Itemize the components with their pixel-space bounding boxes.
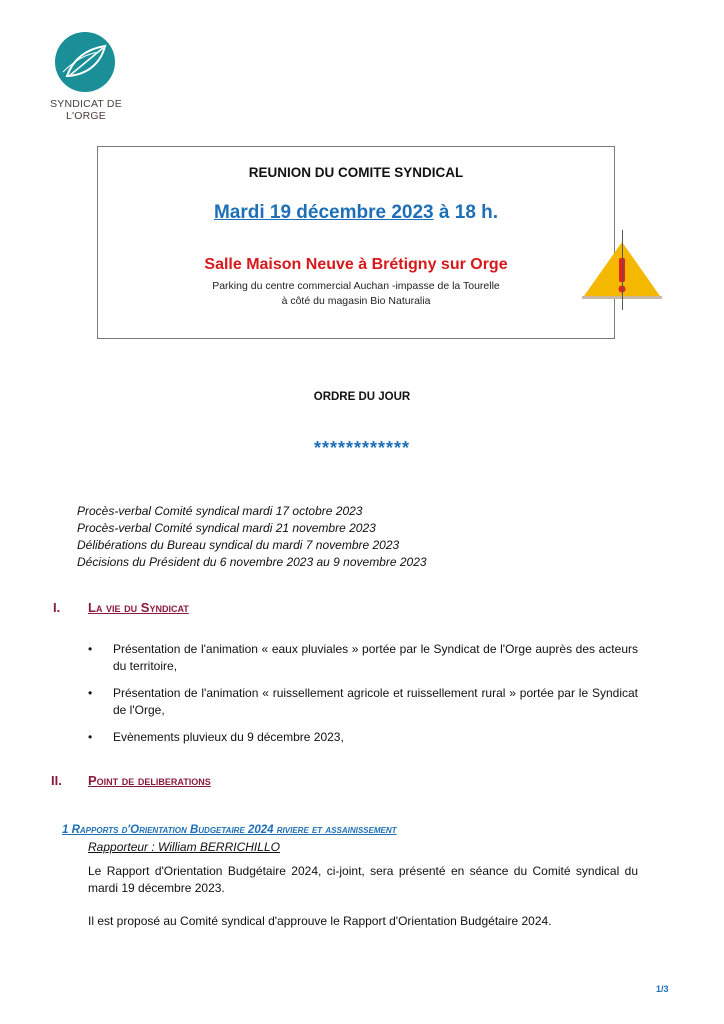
section-2-heading	[51, 772, 62, 790]
divider-line	[622, 230, 623, 310]
bullet-icon: •	[88, 730, 93, 744]
section-number: II.	[51, 773, 62, 788]
page-number: 1/3	[656, 984, 669, 994]
bullet-text: Evènements pluvieux du 9 décembre 2023,	[113, 730, 344, 744]
section-title: La vie du Syndicat	[88, 600, 189, 615]
meeting-venue: Salle Maison Neuve à Brétigny sur Orge	[204, 256, 508, 273]
meeting-time: à 18 h.	[433, 202, 499, 223]
meeting-date-underlined: Mardi 19 décembre 2023	[213, 202, 434, 223]
section-number: I.	[53, 600, 61, 615]
bullet-item	[88, 641, 638, 675]
section-1-heading	[53, 599, 60, 617]
section-2-title-wrap	[88, 772, 211, 790]
minutes-item: Procès-verbal Comité syndical mardi 17 octobre 2023	[77, 504, 363, 518]
agenda-title: ORDRE DU JOUR	[313, 391, 411, 403]
meeting-title: REUNION DU COMITE SYNDICAL	[248, 165, 464, 180]
section-1-bullets	[88, 641, 638, 756]
bullet-item	[88, 685, 638, 719]
deliberation-paragraph-1: Le Rapport d'Orientation Budgétaire 2024, ci-joint, sera présenté en séance du Comité syndical du mardi 19 décembre 2023.	[88, 864, 638, 895]
deliberation-item-title: 1 Rapports d'Orientation Budgetaire 2024 riviere et assainissement	[62, 824, 397, 836]
section-1-title-wrap	[88, 599, 189, 617]
bullet-text: Présentation de l'animation « ruissellement agricole et ruissellement rural » portée par le Syndicat de l'Orge,	[113, 686, 638, 717]
logo-emblem	[55, 32, 115, 92]
minutes-item: Procès-verbal Comité syndical mardi 21 novembre 2023	[77, 521, 376, 535]
leaf-icon	[55, 32, 115, 92]
section-title: Point de deliberations	[88, 773, 211, 788]
bullet-icon: •	[88, 686, 93, 700]
meeting-date	[97, 202, 615, 224]
agenda-separator: ************	[313, 438, 411, 458]
minutes-item: Décisions du Président du 6 novembre 2023 au 9 novembre 2023	[77, 555, 427, 569]
meeting-address	[97, 279, 615, 309]
logo-text: SYNDICAT DE L'ORGE	[50, 98, 122, 122]
bullet-text: Présentation de l'animation « eaux pluviales » portée par le Syndicat de l'Orge auprès des acteurs du territoire,	[113, 642, 638, 673]
bullet-icon: •	[88, 642, 93, 656]
minutes-item: Délibérations du Bureau syndical du mardi 7 novembre 2023	[77, 538, 400, 552]
minutes-list	[77, 503, 427, 571]
address-line-2: à côté du magasin Bio Naturalia	[281, 295, 431, 307]
address-line-1: Parking du centre commercial Auchan -impasse de la Tourelle	[212, 280, 500, 292]
rapporteur: Rapporteur : William BERRICHILLO	[88, 840, 280, 854]
bullet-item	[88, 729, 638, 746]
deliberation-paragraph-2: Il est proposé au Comité syndical d'approuve le Rapport d'Orientation Budgétaire 2024.	[88, 914, 552, 928]
